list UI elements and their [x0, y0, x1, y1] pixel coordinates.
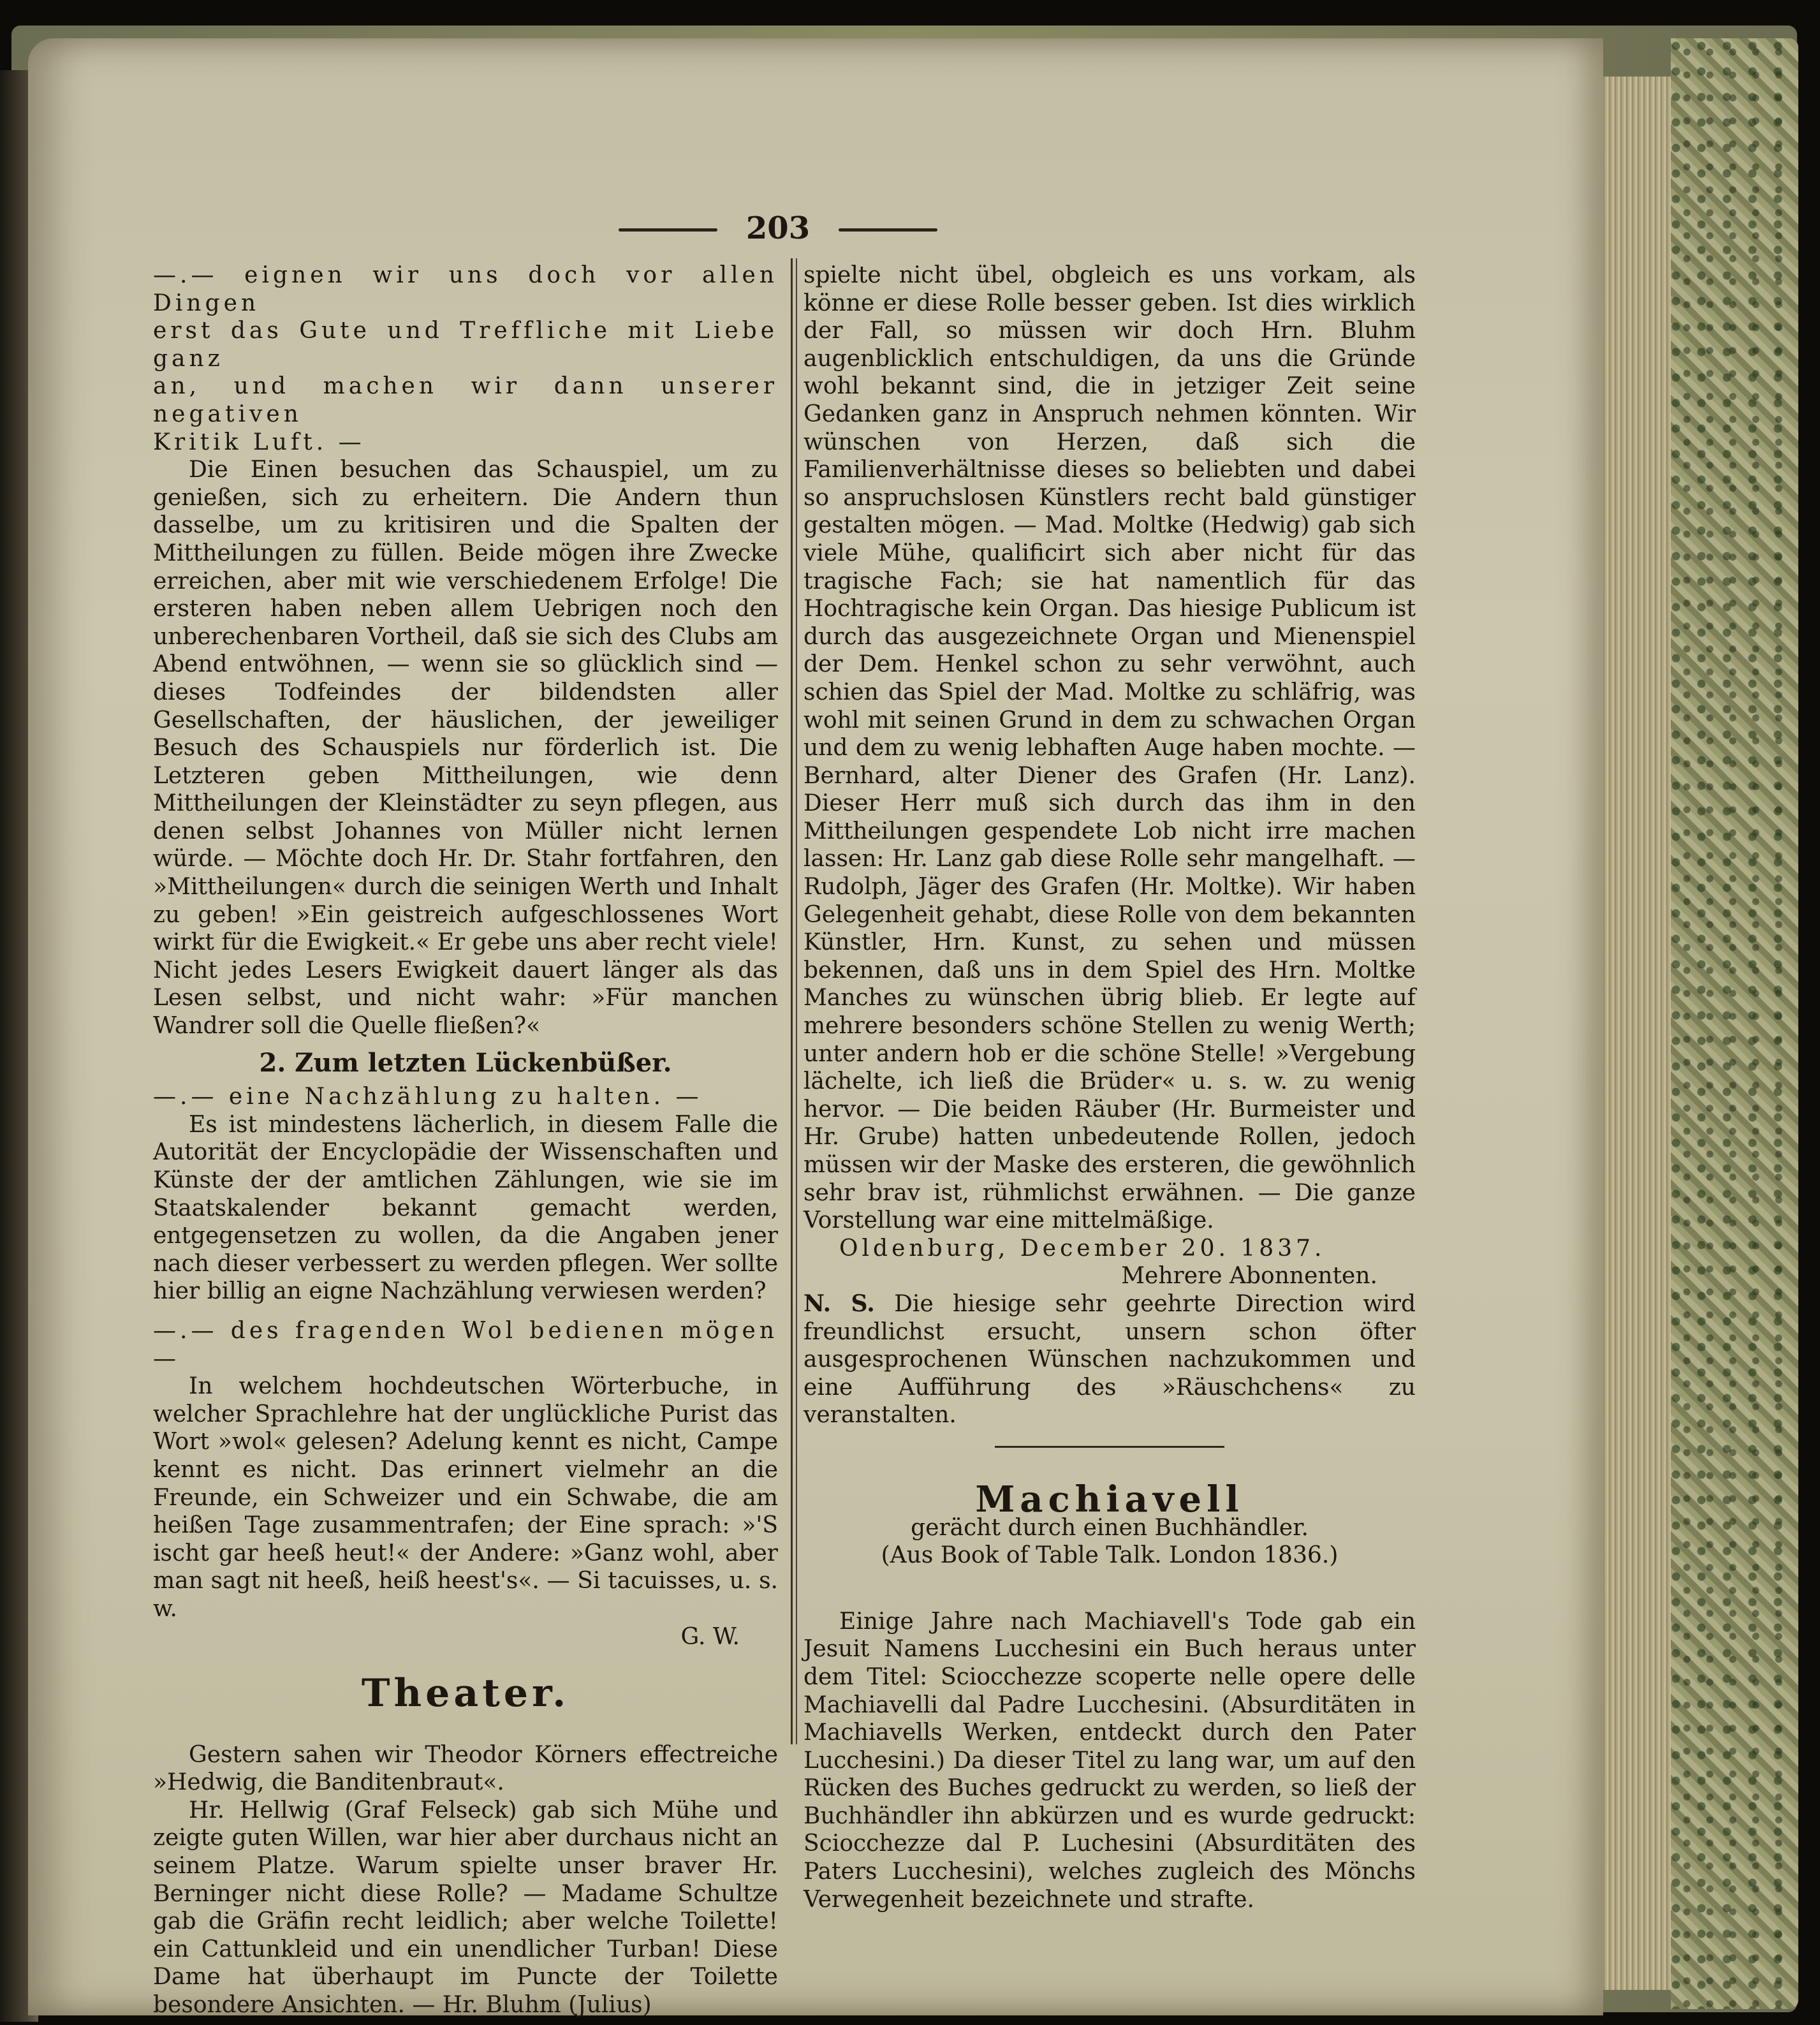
machiavell-source: (Aus Book of Table Talk. London 1836.): [881, 1542, 1339, 1569]
article-paragraph: Es ist mindestens lächerlich, in diesem Falle die Autorität der Encyclopädie der Wissenschaften und Künste der der amtlichen Zählungen, wie sie im Staatskalender bekannt gemacht werden, entgegensetzen zu wollen, da die Angaben jener nach dieser verbessert zu werden pflegen. Wer sollte hier billig an eigne Nachzählung verwiesen werden?: [153, 1111, 778, 1305]
postscript-text: Die hiesige sehr geehrte Direction wird freundlichst ersucht, unsern schon öfter ausgesprochenen Wünschen nachzukommen und eine Aufführung des »Räuschchens« zu veranstalten.: [804, 1290, 1416, 1429]
postscript-label: N. S.: [804, 1290, 875, 1317]
section-subheading: —.— eine Nachzählung zu halten. —: [153, 1084, 703, 1110]
postscript: [804, 1290, 1416, 1429]
column-divider: [791, 258, 793, 1744]
machiavell-heading: Machiavell: [975, 1478, 1244, 1521]
section-heading: 2. Zum letzten Lückenbüßer.: [259, 1047, 672, 1078]
dateline: Oldenburg, December 20. 1837.: [839, 1235, 1326, 1262]
article-paragraph: spielte nicht übel, obgleich es uns vorkam, als könne er diese Rolle besser geben. Ist dies wirklich der Fall, so müssen wir doch Hrn. Bluhm augenblicklich entschuldigen, da uns die Gründe wohl bekannt sind, die in jetziger Zeit seine Gedanken ganz in Anspruch nehmen könnten. Wir wünschen von Herzen, daß sich die Familienverhältnisse dieses so beliebten und dabei so anspruchslosen Künstlers recht bald günstiger gestalten mögen. — Mad. Moltke (Hedwig) gab sich viele Mühe, qualificirt sich aber nicht für das tragische Fach; sie hat namentlich für das Hochtragische kein Organ. Das hiesige Publicum ist durch das ausgezeichnete Organ und Mienenspiel der Dem. Henkel schon zu sehr verwöhnt, auch schien das Spiel der Mad. Moltke zu schläfrig, was wohl mit seinen Grund in dem zu schwachen Organ und dem zu wenig lebhaften Auge haben mochte. — Bernhard, alter Diener des Grafen (Hr. Lanz). Dieser Herr muß sich durch das ihm in den Mittheilungen gespendete Lob nicht irre machen lassen: Hr. Lanz gab diese Rolle sehr mangelhaft. — Rudolph, Jäger des Grafen (Hr. Moltke). Wir haben Gelegenheit gehabt, diese Rolle von dem bekannten Künstler, Hrn. Kunst, zu sehen und müssen bekennen, daß uns in dem Spiel des Hrn. Moltke Manches zu wünschen übrig blieb. Er legte auf mehrere besonders schöne Stellen zu wenig Werth; unter andern hob er die schöne Stelle! »Vergebung lächelte, ich ließ die Brüder« u. s. w. zu wenig hervor. — Die beiden Räuber (Hr. Burmeister und Hr. Grube) hatten unbedeutende Rollen, jedoch müssen wir der Maske des ersteren, die gewöhnlich sehr brav ist, rühmlichst erwähnen. — Die ganze Vorstellung war eine mittelmäßige.: [804, 262, 1416, 1234]
header-rule-left: [619, 228, 717, 232]
theater-heading: Theater.: [361, 1671, 570, 1716]
intro-line: an, und machen wir dann unserer negativen: [153, 373, 778, 427]
left-column: [153, 261, 778, 2019]
signature: G. W.: [680, 1623, 740, 1650]
article-paragraph: Einige Jahre nach Machiavell's Tode gab ein Jesuit Namens Lucchesini ein Buch heraus unter dem Titel: Sciocchezze scoperte nelle opere delle Machiavelli dal Padre Lucchesini. (Absurditäten in Machiavells Werken, entdeckt durch den Pater Lucchesini.) Da dieser Titel zu lang war, um auf den Rücken des Buches gedruckt zu werden, so ließ der Buchhändler ihn abkürzen und es wurde gedruckt: Sciocchezze dal P. Luchesini (Absurditäten des Paters Lucchesini), welches zugleich des Mönchs Verwegenheit bezeichnete und strafte.: [804, 1608, 1416, 1913]
article-paragraph: Die Einen besuchen das Schauspiel, um zu genießen, sich zu erheitern. Die Andern thun dasselbe, um zu kritisiren und die Spalten der Mittheilungen zu füllen. Beide mögen ihre Zwecke erreichen, aber mit wie verschiedenem Erfolge! Die ersteren haben neben allem Uebrigen noch den unberechenbaren Vortheil, daß sie sich des Clubs am Abend entwöhnen, — wenn sie so glücklich sind — dieses Todfeindes der bildendsten aller Gesellschaften, der häuslichen, der jeweiliger Besuch des Schauspiels nur förderlich ist. Die Letzteren geben Mittheilungen, wie denn Mittheilungen der Kleinstädter zu seyn pflegen, aus denen selbst Johannes von Müller nicht lernen würde. — Möchte doch Hr. Dr. Stahr fortfahren, den »Mittheilungen« durch die seinigen Werth und Inhalt zu geben! »Ein geistreich aufgeschlossenes Wort wirkt für die Ewigkeit.« Er gebe uns aber recht viele! Nicht jedes Lesers Ewigkeit dauert länger als das Lesen selbst, und nicht wahr: »Für manchen Wandrer soll die Quelle fließen?«: [153, 457, 778, 1040]
right-column: [804, 261, 1416, 1913]
intro-line: erst das Gute und Treffliche mit Liebe ganz: [153, 318, 778, 372]
section-subheading: —.— des fragenden Wol bedienen mögen —: [153, 1317, 778, 1372]
marbled-edge: [1671, 38, 1798, 2009]
signature: Mehrere Abonnenten.: [1121, 1263, 1377, 1290]
article-paragraph: In welchem hochdeutschen Wörterbuche, in welcher Sprachlehre hat der unglückliche Purist das Wort »wol« gelesen? Adelung kennt es nicht, Campe kennt es nicht. Das erinnert vielmehr an die Freunde, ein Schweizer und ein Schwabe, die am heißen Tage zusammentrafen; der Eine sprach: »'S ischt gar heeß heut!« der Andere: »Ganz wohl, aber man sagt nit heeß, heiß heest's«. — Si tacuisses, u. s. w.: [153, 1373, 778, 1622]
machiavell-subtitle: gerächt durch einen Buchhändler.: [911, 1514, 1309, 1541]
page-header: [619, 210, 1193, 249]
section-rule: [995, 1446, 1224, 1448]
header-rule-right: [839, 228, 937, 232]
article-paragraph: Hr. Hellwig (Graf Felseck) gab sich Mühe und zeigte guten Willen, war hier aber durchaus nicht an seinem Platze. Warum spielte unser braver Hr. Berninger nicht diese Rolle? — Madame Schultze gab die Gräfin recht leidlich; aber welche Toilette! ein Cattunkleid und ein unendlicher Turban! Diese Dame hat überhaupt im Puncte der Toilette besondere Ansichten. — Hr. Bluhm (Julius): [153, 1797, 778, 2019]
column-divider-inner: [796, 258, 797, 1744]
intro-line: Kritik Luft. —: [153, 429, 365, 455]
intro-line: —.— eignen wir uns doch vor allen Dingen: [153, 262, 778, 316]
page-number: 203: [745, 210, 811, 246]
page-block-edge: [1594, 77, 1671, 1990]
article-paragraph: Gestern sahen wir Theodor Körners effectreiche »Hedwig, die Banditenbraut«.: [153, 1741, 778, 1796]
